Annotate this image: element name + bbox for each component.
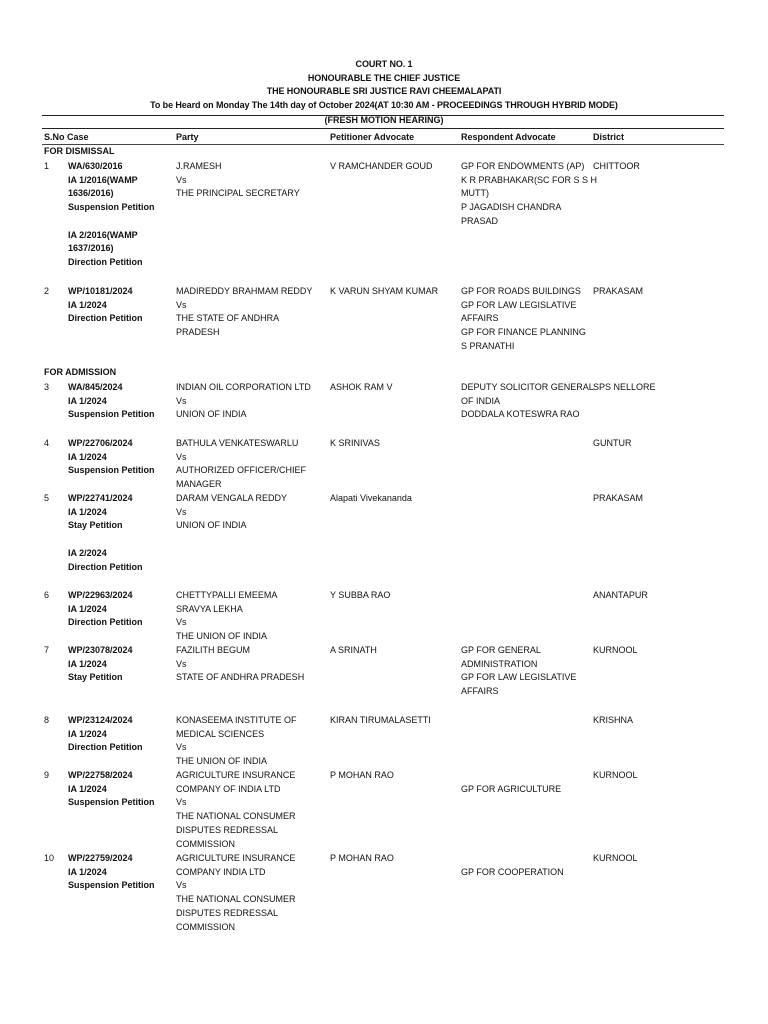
- party-cell-line: INDIAN OIL CORPORATION LTD: [176, 382, 311, 392]
- party-cell: [176, 644, 304, 685]
- party-cell: [176, 769, 296, 851]
- party-cell: [176, 852, 296, 934]
- respondent-advocate-cell-line: DODDALA KOTESWRA RAO: [461, 409, 580, 420]
- party-cell-line: BATHULA VENKATESWARLU: [176, 438, 299, 448]
- respondent-advocate-cell-line: [461, 769, 561, 783]
- party-cell-line: THE UNION OF INDIA: [176, 756, 268, 767]
- case-number-cell-line: WP/22963/2024: [68, 590, 133, 600]
- case-number-cell-line: 1636/2016): [68, 188, 114, 199]
- column-header-sno-case: S.No Case: [44, 132, 89, 142]
- party-cell: [176, 285, 312, 340]
- case-number-cell: [68, 852, 155, 893]
- row-serial-number: 1: [44, 161, 50, 171]
- party-cell-line: J.RAMESH: [176, 161, 222, 171]
- case-number-cell: [68, 714, 143, 755]
- party-cell-line: UNION OF INDIA: [176, 520, 247, 531]
- party-cell-line: Vs: [176, 742, 187, 753]
- party-cell-line: Vs: [176, 299, 187, 310]
- respondent-advocate-cell: [461, 160, 597, 229]
- case-number-cell-line: Direction Petition: [68, 742, 143, 753]
- party-cell-line: COMMISSION: [176, 921, 236, 932]
- row-serial-number: 2: [44, 286, 50, 296]
- petitioner-advocate-cell: [330, 714, 431, 728]
- party-cell-line: DARAM VENGALA REDDY: [176, 493, 288, 503]
- district-cell: CHITTOOR: [593, 161, 640, 171]
- column-header-party: Party: [176, 132, 199, 142]
- section-for-dismissal: FOR DISMISSAL: [44, 146, 115, 156]
- case-number-cell-line: IA 1/2024: [68, 451, 107, 462]
- respondent-advocate-cell-line: AFFAIRS: [461, 686, 499, 697]
- case-number-cell-line: Suspension Petition: [68, 202, 155, 213]
- case-number-cell-line: WA/845/2024: [68, 382, 123, 392]
- respondent-advocate-cell-line: S PRANATHI: [461, 340, 515, 351]
- party-cell-line: Vs: [176, 797, 187, 808]
- party-cell-line: AUTHORIZED OFFICER/CHIEF: [176, 465, 306, 476]
- case-number-cell-line: [68, 533, 143, 547]
- petitioner-advocate-cell-line: KIRAN TIRUMALASETTI: [330, 715, 431, 725]
- respondent-advocate-cell: [461, 381, 594, 422]
- party-cell-line: THE UNION OF INDIA: [176, 631, 268, 642]
- petitioner-advocate-cell-line: Alapati Vivekananda: [330, 493, 412, 503]
- case-number-cell: [68, 589, 143, 630]
- column-header-petitioner: Petitioner Advocate: [330, 132, 415, 142]
- petitioner-advocate-cell: [330, 381, 393, 395]
- court-number: COURT NO. 1: [355, 59, 413, 69]
- party-cell-line: UNION OF INDIA: [176, 409, 247, 420]
- petitioner-advocate-cell-line: Y SUBBA RAO: [330, 590, 391, 600]
- district-cell: PRAKASAM: [593, 286, 644, 296]
- respondent-advocate-cell-line: P JAGADISH CHANDRA: [461, 202, 562, 213]
- case-number-cell: [68, 285, 143, 326]
- case-number-cell-line: IA 1/2016(WAMP: [68, 174, 138, 185]
- party-cell-line: MANAGER: [176, 479, 222, 490]
- district-cell: KRISHNA: [593, 715, 634, 725]
- case-number-cell-line: WP/22741/2024: [68, 493, 133, 503]
- petitioner-advocate-cell: [330, 852, 394, 866]
- cause-list-header: [0, 58, 768, 112]
- party-cell-line: Vs: [176, 174, 187, 185]
- petitioner-advocate-cell-line: P MOHAN RAO: [330, 770, 394, 780]
- petitioner-advocate-cell: [330, 492, 412, 506]
- case-number-cell-line: Direction Petition: [68, 561, 143, 572]
- case-number-cell: [68, 160, 155, 270]
- respondent-advocate-cell-line: MUTT): [461, 188, 489, 199]
- respondent-advocate-cell-line: OF INDIA: [461, 395, 501, 406]
- case-number-cell: [68, 437, 155, 478]
- district-cell: KURNOOL: [593, 645, 638, 655]
- row-serial-number: 6: [44, 590, 50, 600]
- respondent-advocate-cell-line: GP FOR FINANCE PLANNING: [461, 327, 586, 338]
- case-number-cell-line: WP/22758/2024: [68, 770, 133, 780]
- row-serial-number: 5: [44, 493, 50, 503]
- case-number-cell-line: IA 2/2024: [68, 547, 107, 558]
- district-cell: PRAKASAM: [593, 493, 644, 503]
- respondent-advocate-cell-line: [461, 852, 564, 866]
- case-number-cell-line: 1637/2016): [68, 243, 114, 254]
- respondent-advocate-cell-line: ADMINISTRATION: [461, 658, 538, 669]
- party-cell-line: Vs: [176, 617, 187, 628]
- row-serial-number: 8: [44, 715, 50, 725]
- respondent-advocate-cell: [461, 852, 564, 879]
- respondent-advocate-cell: [461, 285, 586, 354]
- petitioner-advocate-cell-line: V RAMCHANDER GOUD: [330, 161, 433, 171]
- party-cell-line: THE NATIONAL CONSUMER: [176, 894, 296, 905]
- case-number-cell-line: IA 1/2024: [68, 603, 107, 614]
- party-cell-line: SRAVYA LEKHA: [176, 603, 243, 614]
- petitioner-advocate-cell: [330, 285, 438, 299]
- party-cell-line: DISPUTES REDRESSAL: [176, 824, 279, 835]
- party-cell-line: Vs: [176, 451, 187, 462]
- respondent-advocate-cell: [461, 644, 576, 699]
- petitioner-advocate-cell: [330, 644, 377, 658]
- hearing-schedule: To be Heard on Monday The 14th day of October 2024(AT 10:30 AM - PROCEEDINGS THROUGH HYBRID MODE): [150, 99, 618, 110]
- party-cell-line: COMPANY INDIA LTD: [176, 866, 266, 877]
- district-cell: SPS NELLORE: [593, 382, 656, 392]
- party-cell-line: Vs: [176, 395, 187, 406]
- party-cell-line: Vs: [176, 880, 187, 891]
- party-cell-line: FAZILITH BEGUM: [176, 645, 251, 655]
- row-serial-number: 7: [44, 645, 50, 655]
- party-cell-line: PRADESH: [176, 327, 220, 338]
- case-number-cell-line: Direction Petition: [68, 617, 143, 628]
- party-cell: [176, 492, 287, 533]
- case-number-cell-line: IA 1/2024: [68, 299, 107, 310]
- case-number-cell-line: IA 1/2024: [68, 506, 107, 517]
- column-header-district: District: [593, 132, 625, 142]
- respondent-advocate-cell-line: GP FOR LAW LEGISLATIVE: [461, 672, 577, 683]
- case-number-cell-line: Stay Petition: [68, 520, 123, 531]
- case-number-cell-line: WA/630/2016: [68, 161, 123, 171]
- case-number-cell-line: WP/22759/2024: [68, 853, 133, 863]
- case-number-cell-line: Stay Petition: [68, 672, 123, 683]
- party-cell: [176, 714, 297, 769]
- party-cell-line: COMPANY OF INDIA LTD: [176, 783, 281, 794]
- petitioner-advocate-cell-line: P MOHAN RAO: [330, 853, 394, 863]
- case-number-cell-line: IA 1/2024: [68, 866, 107, 877]
- case-number-cell-line: WP/22706/2024: [68, 438, 133, 448]
- party-cell-line: AGRICULTURE INSURANCE: [176, 853, 296, 863]
- respondent-advocate-cell-line: GP FOR ENDOWMENTS (AP): [461, 161, 585, 171]
- petitioner-advocate-cell-line: K VARUN SHYAM KUMAR: [330, 286, 439, 296]
- party-cell-line: COMMISSION: [176, 838, 236, 849]
- row-serial-number: 4: [44, 438, 50, 448]
- party-cell-line: MADIREDDY BRAHMAM REDDY: [176, 286, 313, 296]
- petitioner-advocate-cell: [330, 437, 380, 451]
- party-cell: [176, 437, 306, 492]
- case-number-cell-line: IA 1/2024: [68, 728, 107, 739]
- column-header-respondent: Respondent Advocate: [461, 132, 556, 142]
- district-cell: KURNOOL: [593, 770, 638, 780]
- petitioner-advocate-cell-line: A SRINATH: [330, 645, 377, 655]
- section-for-admission: FOR ADMISSION: [44, 367, 117, 377]
- respondent-advocate-cell-line: GP FOR GENERAL: [461, 645, 541, 655]
- case-number-cell-line: WP/23078/2024: [68, 645, 133, 655]
- case-number-cell-line: WP/23124/2024: [68, 715, 133, 725]
- case-number-cell: [68, 492, 143, 574]
- subtitle-divider: [42, 128, 724, 129]
- case-number-cell-line: IA 2/2016(WAMP: [68, 229, 138, 240]
- case-number-cell: [68, 644, 133, 685]
- party-cell-line: THE STATE OF ANDHRA: [176, 313, 280, 324]
- case-number-cell-line: IA 1/2024: [68, 395, 107, 406]
- case-number-cell-line: Suspension Petition: [68, 409, 155, 420]
- respondent-advocate-cell-line: PRASAD: [461, 215, 499, 226]
- party-cell-line: DISPUTES REDRESSAL: [176, 907, 279, 918]
- party-cell: [176, 160, 300, 201]
- case-number-cell-line: Suspension Petition: [68, 465, 155, 476]
- district-cell: GUNTUR: [593, 438, 632, 448]
- case-number-cell-line: Direction Petition: [68, 313, 143, 324]
- bench-justice: THE HONOURABLE SRI JUSTICE RAVI CHEEMALAPATI: [266, 86, 502, 96]
- party-cell: [176, 381, 311, 422]
- column-header-divider: [42, 144, 724, 145]
- respondent-advocate-cell-line: DEPUTY SOLICITOR GENERAL: [461, 382, 594, 392]
- party-cell-line: CHETTYPALLI EMEEMA: [176, 590, 278, 600]
- party-cell: [176, 589, 277, 644]
- respondent-advocate-cell-line: GP FOR ROADS BUILDINGS: [461, 286, 581, 296]
- case-number-cell-line: [68, 215, 155, 229]
- party-cell-line: KONASEEMA INSTITUTE OF: [176, 715, 297, 725]
- party-cell-line: MEDICAL SCIENCES: [176, 728, 265, 739]
- petitioner-advocate-cell: [330, 769, 394, 783]
- row-serial-number: 3: [44, 382, 50, 392]
- case-number-cell-line: WP/10181/2024: [68, 286, 133, 296]
- row-serial-number: 10: [44, 853, 55, 863]
- case-number-cell-line: IA 1/2024: [68, 658, 107, 669]
- petitioner-advocate-cell: [330, 589, 390, 603]
- respondent-advocate-cell-line: GP FOR AGRICULTURE: [461, 783, 562, 794]
- case-number-cell-line: Suspension Petition: [68, 797, 155, 808]
- petitioner-advocate-cell-line: K SRINIVAS: [330, 438, 380, 448]
- case-number-cell: [68, 381, 155, 422]
- party-cell-line: THE PRINCIPAL SECRETARY: [176, 188, 300, 199]
- case-number-cell-line: Direction Petition: [68, 256, 143, 267]
- respondent-advocate-cell: [461, 769, 561, 796]
- case-number-cell-line: Suspension Petition: [68, 880, 155, 891]
- hearing-type: (FRESH MOTION HEARING): [324, 115, 444, 125]
- respondent-advocate-cell-line: K R PRABHAKAR(SC FOR S S H: [461, 174, 598, 185]
- bench-chief-justice: HONOURABLE THE CHIEF JUSTICE: [307, 72, 461, 83]
- case-number-cell-line: IA 1/2024: [68, 783, 107, 794]
- party-cell-line: Vs: [176, 658, 187, 669]
- district-cell: ANANTAPUR: [593, 590, 648, 600]
- party-cell-line: THE NATIONAL CONSUMER: [176, 811, 296, 822]
- row-serial-number: 9: [44, 770, 50, 780]
- respondent-advocate-cell-line: GP FOR LAW LEGISLATIVE: [461, 299, 577, 310]
- respondent-advocate-cell-line: AFFAIRS: [461, 313, 499, 324]
- respondent-advocate-cell-line: GP FOR COOPERATION: [461, 866, 564, 877]
- case-number-cell: [68, 769, 155, 810]
- petitioner-advocate-cell-line: ASHOK RAM V: [330, 382, 393, 392]
- party-cell-line: Vs: [176, 506, 187, 517]
- party-cell-line: STATE OF ANDHRA PRADESH: [176, 672, 305, 683]
- petitioner-advocate-cell: [330, 160, 433, 174]
- district-cell: KURNOOL: [593, 853, 638, 863]
- party-cell-line: AGRICULTURE INSURANCE: [176, 770, 296, 780]
